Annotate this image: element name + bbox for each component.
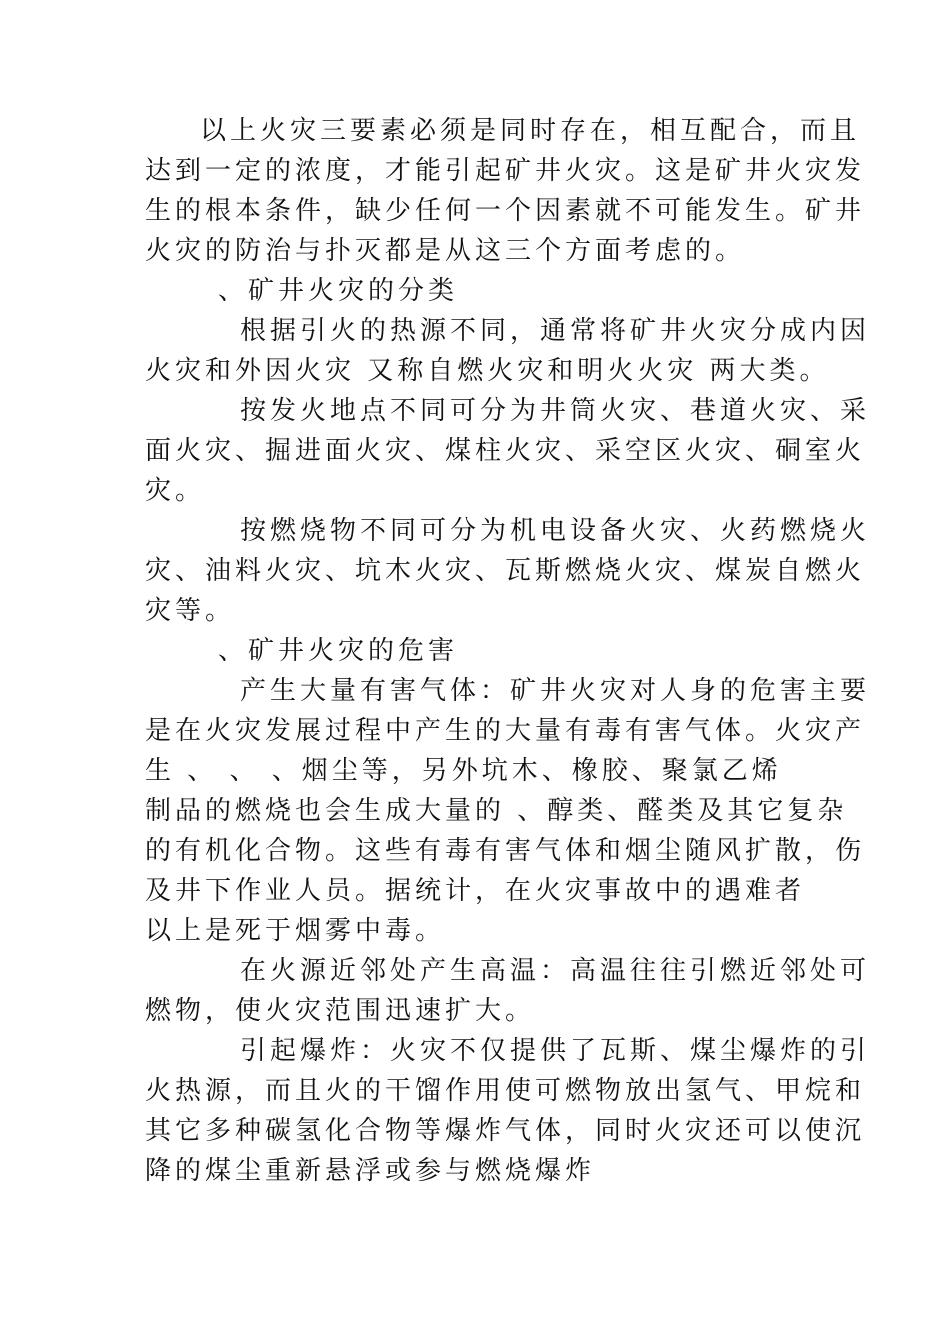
paragraph-line: 及井下作业人员。据统计，在火灾事故中的遇难者 [145, 876, 806, 906]
paragraph-line: 的有机化合物。这些有毒有害气体和烟尘随风扩散，伤 [145, 836, 866, 866]
paragraph-line: 按燃烧物不同可分为机电设备火灾、火药燃烧火 [240, 516, 871, 546]
paragraph-line: 其它多种碳氢化合物等爆炸气体，同时火灾还可以使沉 [145, 1116, 866, 1146]
section-heading-classification: 、矿井火灾的分类 [218, 276, 459, 306]
paragraph-line: 燃物，使火灾范围迅速扩大。 [145, 996, 536, 1026]
paragraph-line: 根据引火的热源不同，通常将矿井火灾分成内因 [240, 316, 871, 346]
paragraph-line: 引起爆炸：火灾不仅提供了瓦斯、煤尘爆炸的引 [240, 1036, 871, 1066]
paragraph-line: 达到一定的浓度，才能引起矿井火灾。这是矿井火灾发 [145, 156, 866, 186]
paragraph-line: 灾。 [145, 476, 206, 506]
paragraph-line: 在火源近邻处产生高温：高温往往引燃近邻处可 [240, 956, 871, 986]
paragraph-line: 生 、 、 、烟尘等，另外坑木、橡胶、聚氯乙烯 [145, 756, 782, 786]
paragraph-line: 是在火灾发展过程中产生的大量有毒有害气体。火灾产 [145, 716, 866, 746]
paragraph-line: 火灾的防治与扑灭都是从这三个方面考虑的。 [145, 236, 746, 266]
section-heading-hazards: 、矿井火灾的危害 [218, 636, 459, 666]
paragraph-line: 面火灾、掘进面火灾、煤柱火灾、采空区火灾、硐室火 [145, 436, 866, 466]
paragraph-line: 制品的燃烧也会生成大量的 、醇类、醛类及其它复杂 [145, 796, 848, 826]
paragraph-line: 生的根本条件，缺少任何一个因素就不可能发生。矿井 [145, 196, 866, 226]
paragraph-line: 产生大量有害气体：矿井火灾对人身的危害主要 [240, 676, 871, 706]
paragraph-line: 灾等。 [145, 596, 236, 626]
paragraph-line: 灾、油料火灾、坑木火灾、瓦斯燃烧火灾、煤炭自燃火 [145, 556, 866, 586]
paragraph-line: 火热源，而且火的干馏作用使可燃物放出氢气、甲烷和 [145, 1076, 866, 1106]
paragraph-line: 以上是死于烟雾中毒。 [145, 916, 446, 946]
paragraph-line: 以上火灾三要素必须是同时存在，相互配合，而且 [200, 116, 861, 146]
paragraph-line: 火灾和外因火灾 又称自燃火灾和明火火灾 两大类。 [145, 356, 830, 386]
paragraph-line: 降的煤尘重新悬浮或参与燃烧爆炸 [145, 1156, 596, 1186]
paragraph-line: 按发火地点不同可分为井筒火灾、巷道火灾、采 [240, 396, 871, 426]
